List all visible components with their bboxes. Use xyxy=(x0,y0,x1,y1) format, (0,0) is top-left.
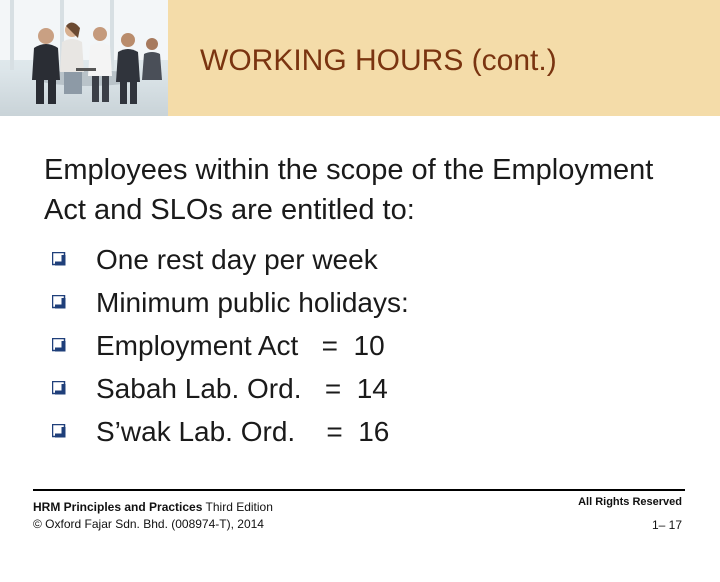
list-item xyxy=(52,367,388,410)
list-item xyxy=(52,324,385,367)
list-item xyxy=(52,281,409,324)
entitlement-list xyxy=(52,238,409,453)
footer-book-info xyxy=(33,500,273,514)
footer-divider-left xyxy=(33,489,295,491)
page-number: 1– 17 xyxy=(651,518,682,532)
footer-rights: All Rights Reserved xyxy=(578,496,682,508)
list-item-text: Sabah Lab. Ord. = 14 xyxy=(96,373,388,404)
business-meeting-photo xyxy=(0,0,168,116)
list-item-text: Minimum public holidays: xyxy=(96,287,409,318)
footer-book-title: HRM Principles and Practices xyxy=(33,500,203,514)
footer-publisher: © Oxford Fajar Sdn. Bhd. (008974-T), 2014 xyxy=(33,517,264,531)
checkbox-bullet-icon xyxy=(52,381,66,395)
checkbox-bullet-icon xyxy=(52,252,66,266)
slide-title: WORKING HOURS (cont.) xyxy=(200,44,557,77)
header-band xyxy=(0,0,720,116)
list-item-text: Employment Act = 10 xyxy=(96,330,385,361)
intro-paragraph: Employees within the scope of the Employment Act and SLOs are entitled to: xyxy=(44,154,654,226)
list-item xyxy=(52,410,390,453)
checkbox-bullet-icon xyxy=(52,295,66,309)
checkbox-bullet-icon xyxy=(52,424,66,438)
footer-divider-right xyxy=(295,489,685,491)
footer-edition: Third Edition xyxy=(205,500,273,514)
list-item-text: S’wak Lab. Ord. = 16 xyxy=(96,416,390,447)
checkbox-bullet-icon xyxy=(52,338,66,352)
list-item xyxy=(52,238,378,281)
list-item-text: One rest day per week xyxy=(96,244,378,275)
